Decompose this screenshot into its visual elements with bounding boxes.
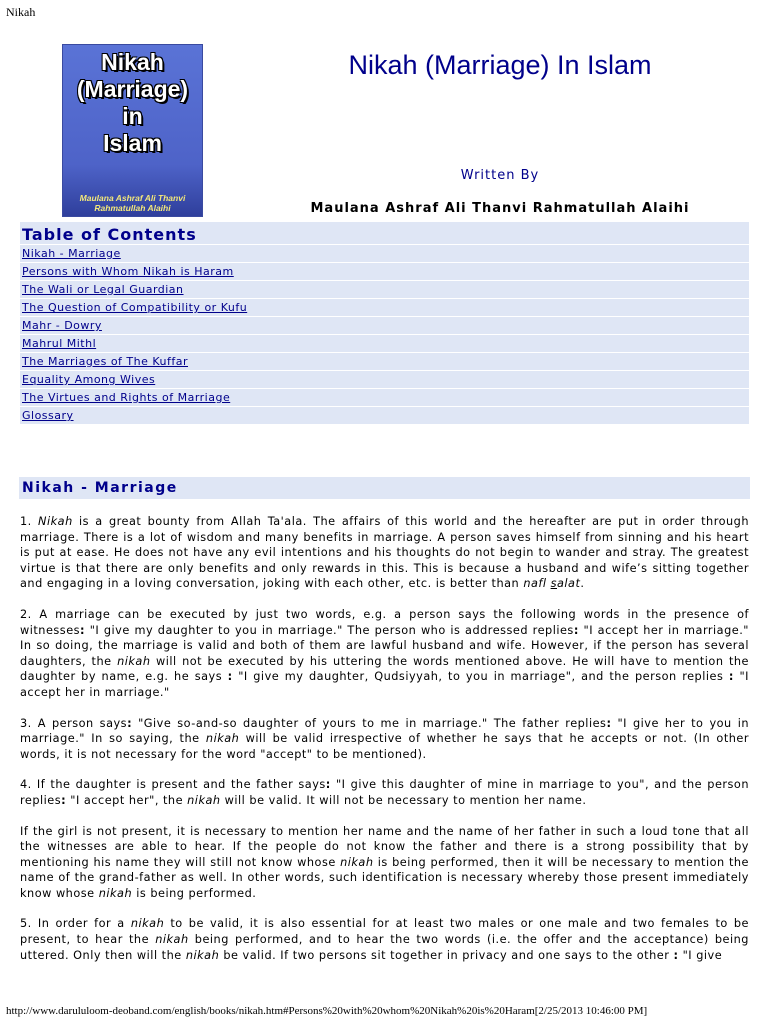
page-footer-url: http://www.darululoom-deoband.com/english/books/nikah.htm#Persons%20with%20whom%20Nikah%20is%20Haram[2/25/2013 10:46:00 PM] xyxy=(6,1005,648,1017)
article-paragraph: If the girl is not present, it is necessary to mention her name and the name of her father in such a loud tone that all the witnesses are able to hear. If the people do not know the father and there is a strong possibility that by mentioning his name they will still not know whose nikah is being performed, then it will be necessary to mention the name of the grand-father as well. In other words, such identification is necessary whereby those present immediately know whose nikah is being performed. xyxy=(20,824,749,900)
toc-row xyxy=(20,299,750,317)
toc-cell xyxy=(20,335,750,353)
toc-link[interactable]: The Wali or Legal Guardian xyxy=(22,283,184,296)
toc-row xyxy=(20,389,750,407)
toc-link[interactable]: Persons with Whom Nikah is Haram xyxy=(22,265,234,278)
toc-row xyxy=(20,371,750,389)
toc-cell xyxy=(20,263,750,281)
page-title: Nikah (Marriage) In Islam xyxy=(348,50,652,80)
toc-cell xyxy=(20,299,750,317)
book-cover-image xyxy=(62,44,203,217)
section-heading: Nikah - Marriage xyxy=(19,477,750,499)
toc-cell xyxy=(20,245,750,263)
cover-title: Nikah (Marriage) in Islam xyxy=(76,49,189,156)
page-header: Nikah xyxy=(6,5,36,19)
article-paragraph: 3. A person says: "Give so-and-so daughter of yours to me in marriage." The father replies: "I give her to you in marriage." In so saying, the nikah will be valid irrespective of whether he says that he accepts or not. (In other words, it is not necessary for the word "accept" to be mentioned). xyxy=(20,716,750,761)
toc-cell xyxy=(20,353,750,371)
article-paragraph: 5. In order for a nikah to be valid, it is also essential for at least two males or one male and two females to be present, to hear the nikah being performed, and to hear the two words (i.e. the offer and the acceptance) being uttered. Only then will the nikah be valid. If two persons sit together in privacy and one says to the other : "I give xyxy=(20,917,749,962)
toc-row xyxy=(20,263,750,281)
toc-link[interactable]: The Marriages of The Kuffar xyxy=(22,355,189,368)
toc-link[interactable]: The Question of Compatibility or Kufu xyxy=(22,301,248,314)
toc-row xyxy=(20,353,750,371)
toc-row xyxy=(20,281,750,299)
article-paragraph: 2. A marriage can be executed by just two words, e.g. a person says the following words in the presence of witnesses: "I give my daughter to you in marriage." The person who is addressed replies: "I accept her in marriage." In so doing, the marriage is valid and both of them are lawful husband and wife. However, if the person has several daughters, the nikah will not be executed by his uttering the words mentioned above. He will have to mention the daughter by name, e.g. he says : "I give my daughter, Qudsiyyah, to you in marriage", and the person replies : "I accept her in marriage." xyxy=(20,607,749,699)
toc-link[interactable]: Mahrul Mithl xyxy=(22,337,97,350)
article-paragraph: 4. If the daughter is present and the father says: "I give this daughter of mine in marriage to you", and the person replies: "I accept her", the nikah will be valid. It will not be necessary to mention her name. xyxy=(20,778,749,807)
toc-link[interactable]: Nikah - Marriage xyxy=(22,247,121,260)
toc-link[interactable]: Glossary xyxy=(22,409,74,422)
cover-author: Maulana Ashraf Ali Thanvi Rahmatullah Alaihi xyxy=(79,193,186,213)
toc-row xyxy=(20,335,750,353)
article-paragraph: 1. Nikah is a great bounty from Allah Ta'ala. The affairs of this world and the hereafter are put in order through marriage. There is a lot of wisdom and many benefits in marriage. A person saves himself from sinning and his heart is put at ease. He does not have any evil intentions and his thoughts do not begin to wander and stray. The greatest virtue is that there are only benefits and only rewards in this. This is because a husband and wife’s sitting together and engaging in a loving conversation, joking with each other, etc. is better than nafl salat. xyxy=(20,515,749,591)
written-by-label: Written By xyxy=(460,168,540,183)
toc-link[interactable]: Equality Among Wives xyxy=(22,373,156,386)
toc-row xyxy=(20,407,750,425)
toc-cell xyxy=(20,407,750,425)
toc-heading: Table of Contents xyxy=(20,222,750,245)
toc-cell xyxy=(20,389,750,407)
author-name: Maulana Ashraf Ali Thanvi Rahmatullah Alaihi xyxy=(310,201,690,216)
toc-row xyxy=(20,317,750,335)
toc-row xyxy=(20,245,750,263)
article-body xyxy=(20,514,749,978)
toc-cell xyxy=(20,281,750,299)
toc-cell xyxy=(20,371,750,389)
toc-link[interactable]: The Virtues and Rights of Marriage xyxy=(22,391,231,404)
toc-link[interactable]: Mahr - Dowry xyxy=(22,319,102,332)
toc-cell xyxy=(20,317,750,335)
table-of-contents xyxy=(19,221,750,425)
